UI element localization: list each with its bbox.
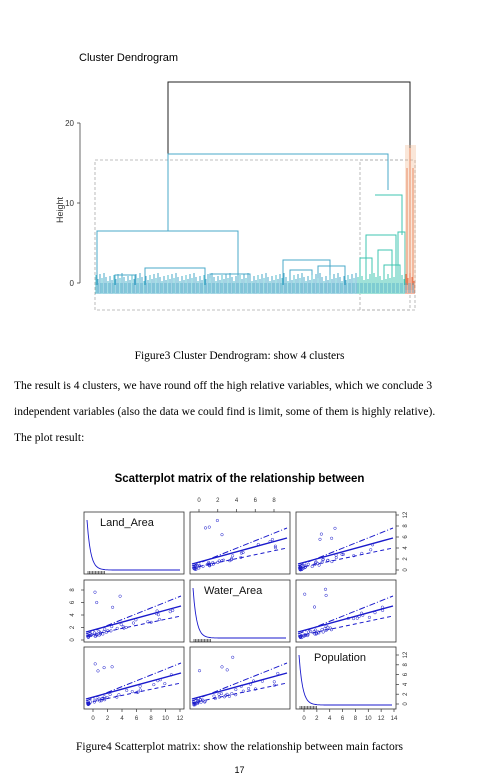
y-tick-label: 10 (65, 199, 74, 208)
scatter-panel (296, 647, 396, 709)
data-point (198, 669, 201, 672)
axis-tick-label: 8 (403, 663, 409, 667)
data-point (307, 563, 310, 566)
data-point (103, 666, 106, 669)
axis-tick-label: 4 (328, 716, 332, 722)
smooth-line (298, 528, 393, 566)
smooth-line (192, 663, 287, 701)
axis-tick-label: 0 (403, 568, 409, 572)
axis-tick-label: 14 (390, 716, 398, 722)
y-tick-label: 0 (69, 279, 74, 288)
data-point (324, 588, 327, 591)
panel-frame (296, 512, 396, 574)
data-point (231, 555, 234, 558)
data-point (308, 631, 311, 634)
axis-tick-label: 0 (70, 638, 76, 642)
figure4-caption: Figure4 Scatterplot matrix: show the relationship between main factors (75, 741, 404, 753)
variable-label: Land_Area (100, 517, 154, 529)
scatter-panel (84, 580, 184, 642)
dendrogram-leaves (96, 273, 414, 294)
axis-tick-label: 4 (403, 546, 409, 550)
data-point (320, 533, 323, 536)
data-point (242, 551, 245, 554)
axis-tick-label: 6 (253, 498, 257, 504)
paragraph-line-3: The plot result: (14, 432, 85, 444)
data-point (111, 666, 114, 669)
dendrogram-chart (0, 70, 479, 320)
scatter-panel (296, 580, 396, 642)
axis-tick-label: 8 (70, 588, 76, 592)
data-point (231, 656, 234, 659)
data-point (368, 616, 371, 619)
data-point (164, 682, 167, 685)
scatter-panel (190, 580, 290, 642)
axis-tick-label: 6 (134, 716, 139, 722)
smooth-line (86, 596, 181, 634)
smooth-line (298, 596, 393, 634)
axis-tick-label: 0 (403, 702, 409, 706)
axis-tick-label: 6 (403, 672, 409, 677)
data-point (94, 663, 97, 666)
scatter-panels (84, 512, 396, 709)
data-point (204, 527, 207, 530)
axis-tick-label: 4 (120, 716, 124, 722)
data-point (208, 526, 211, 529)
axis-tick-label: 2 (403, 692, 409, 696)
axis-tick-label: 4 (234, 498, 239, 504)
data-point (158, 618, 161, 621)
data-point (97, 670, 100, 673)
axis-tick-label: 0 (302, 716, 306, 722)
data-point (226, 669, 229, 672)
data-point (95, 601, 98, 604)
data-point (303, 593, 306, 596)
data-point (273, 681, 276, 684)
scatter-panel (190, 647, 290, 709)
dendrogram-title: Cluster Dendrogram (79, 52, 179, 64)
data-point (94, 591, 97, 594)
cluster-right (360, 195, 405, 285)
scatter-panel (84, 512, 184, 574)
data-point (247, 687, 250, 690)
data-point (132, 622, 135, 625)
data-point (271, 538, 274, 541)
axis-tick-label: 2 (105, 716, 110, 722)
dendrogram-y-axis (77, 123, 80, 283)
axis-tick-label: 10 (162, 716, 169, 722)
scatterplot-title: Scatterplot matrix of the relationship between (114, 473, 365, 485)
data-point (118, 693, 121, 696)
axis-tick-label: 0 (197, 498, 201, 504)
axis-tick-label: 12 (377, 716, 385, 722)
axis-tick-label: 10 (364, 716, 372, 722)
data-point (356, 617, 359, 620)
data-point (139, 685, 142, 688)
paragraph-line-2: independent variables (also the data we could find is limit, some of them is highly relative). (14, 406, 436, 418)
axis-tick-label: 8 (149, 716, 153, 722)
axis-tick-label: 8 (353, 716, 358, 722)
axis-tick-label: 2 (403, 557, 409, 561)
data-point (111, 606, 114, 609)
data-point (171, 609, 174, 612)
y-tick-label: 20 (65, 119, 74, 128)
axis-tick-label: 2 (216, 498, 220, 504)
axis-tick-label: 0 (91, 716, 95, 722)
data-point (325, 594, 328, 597)
axis-tick-label: 2 (70, 625, 76, 630)
scatter-panel (296, 512, 396, 574)
panel-frame (190, 512, 290, 574)
axis-tick-label: 6 (70, 600, 76, 605)
data-point (125, 689, 128, 692)
data-point (216, 519, 219, 522)
data-point (313, 606, 316, 609)
data-point (235, 688, 238, 691)
axis-tick-label: 4 (70, 613, 76, 617)
axis-tick-label: 8 (272, 498, 276, 504)
data-point (213, 695, 216, 698)
data-point (109, 693, 112, 696)
data-point (120, 623, 123, 626)
data-point (119, 595, 122, 598)
y-axis-label: Height (55, 196, 65, 224)
cluster-left (97, 154, 388, 285)
axis-tick-label: 12 (403, 511, 409, 519)
figure3-caption: Figure3 Cluster Dendrogram: show 4 clusters (134, 350, 345, 362)
data-point (319, 538, 322, 541)
axis-tick-label: 6 (403, 535, 409, 539)
smooth-line (86, 663, 181, 701)
axis-tick-label: 6 (340, 716, 345, 722)
data-point (277, 672, 280, 675)
data-point (330, 537, 333, 540)
data-point (240, 552, 243, 555)
data-point (221, 533, 224, 536)
data-point (131, 690, 134, 693)
axis-tick-label: 8 (403, 524, 409, 528)
axis-tick-label: 12 (403, 651, 409, 659)
variable-label: Water_Area (204, 585, 263, 597)
data-point (153, 683, 156, 686)
page-number: 17 (234, 765, 245, 775)
data-point (231, 692, 234, 695)
axis-tick-label: 4 (403, 682, 409, 687)
data-point (274, 545, 277, 548)
scatterplot-matrix (0, 490, 479, 735)
scatter-panel (84, 647, 184, 709)
data-point (311, 565, 314, 568)
data-point (218, 693, 221, 696)
scatter-ticks (70, 498, 409, 722)
data-point (221, 666, 224, 669)
smooth-line (192, 528, 287, 566)
data-point (334, 527, 337, 530)
scatter-panel (190, 512, 290, 574)
data-point (335, 556, 338, 559)
axis-tick-label: 2 (315, 716, 319, 722)
paragraph-line-1: The result is 4 clusters, we have round off the high relative variables, which we conclude 3 (14, 380, 433, 392)
data-point (369, 549, 372, 552)
cluster-orange-highlight (405, 145, 416, 290)
variable-label: Population (314, 652, 366, 664)
data-point (169, 610, 172, 613)
axis-tick-label: 12 (176, 716, 184, 722)
dendrogram-root (168, 82, 410, 156)
data-point (309, 630, 312, 633)
